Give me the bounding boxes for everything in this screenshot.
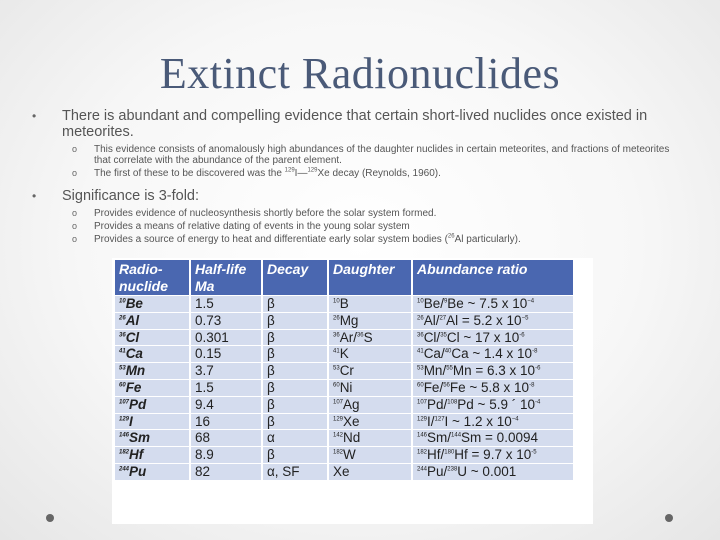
cell-nuclide: $^{60}$Fe [115, 379, 190, 396]
header-half-life: Half-life Ma [190, 260, 262, 296]
table-row [115, 447, 573, 464]
bullet-item [30, 188, 670, 204]
cell-abundance: $^{60}$Fe/$^{56}$Fe ~ 5.8 x $10^{-8}$ [412, 379, 573, 396]
cell-abundance: $^{182}$Hf/$^{180}$Hf = 9.7 x $10^{-5}$ [412, 447, 573, 464]
cell-abundance: $^{129}$I/$^{127}$I ~ 1.2 x $10^{-4}$ [412, 413, 573, 430]
cell-daughter: Xe [328, 463, 412, 479]
cell-decay: β [262, 363, 328, 380]
table-row [115, 329, 573, 346]
header-radionuclide: Radio-nuclide [115, 260, 190, 296]
cell-half-life: 8.9 [190, 447, 262, 464]
cell-decay: β [262, 329, 328, 346]
cell-decay: β [262, 396, 328, 413]
table-row [115, 379, 573, 396]
cell-nuclide: $^{41}$Ca [115, 346, 190, 363]
header-daughter: Daughter [328, 260, 412, 296]
cell-decay: β [262, 447, 328, 464]
cell-half-life: 0.301 [190, 329, 262, 346]
table-row [115, 363, 573, 380]
cell-half-life: 9.4 [190, 396, 262, 413]
table-row [115, 346, 573, 363]
sub-bullet-text: The first of these to be discovered was the $^{129}$I—$^{129}$Xe decay (Reynolds, 1960). [94, 167, 441, 179]
cell-abundance: $^{36}$Cl/$^{35}$Cl ~ 17 x $10^{-6}$ [412, 329, 573, 346]
cell-nuclide: $^{36}$Cl [115, 329, 190, 346]
nav-dot-icon[interactable] [665, 514, 673, 522]
bullet-text: There is abundant and compelling evidence that certain short-lived nuclides once existed in meteorites. [62, 108, 648, 140]
cell-daughter: $^{26}$Mg [328, 312, 412, 329]
cell-nuclide: $^{53}$Mn [115, 363, 190, 380]
bullet-list [30, 108, 670, 245]
sub-bullet-circle-icon: o [72, 221, 78, 231]
sub-bullet-item [30, 221, 670, 232]
cell-daughter: $^{142}$Nd [328, 430, 412, 447]
cell-abundance: $^{26}$Al/$^{27}$Al = 5.2 x $10^{-5}$ [412, 312, 573, 329]
nav-dot-icon[interactable] [46, 514, 54, 522]
sub-bullet-text: Provides a source of energy to heat and differentiate early solar system bodies ($^{26}$Al particularly). [94, 233, 521, 245]
bullet-dot-icon: • [32, 189, 37, 203]
table-row [115, 463, 573, 479]
cell-nuclide: $^{26}$Al [115, 312, 190, 329]
table-row [115, 312, 573, 329]
cell-half-life: 82 [190, 463, 262, 479]
sub-bullet-item [30, 234, 670, 245]
table-row [115, 396, 573, 413]
cell-half-life: 1.5 [190, 296, 262, 313]
cell-daughter: $^{107}$Ag [328, 396, 412, 413]
bullet-item [30, 108, 670, 140]
cell-daughter: $^{182}$W [328, 447, 412, 464]
cell-daughter: $^{129}$Xe [328, 413, 412, 430]
table-header-row [115, 260, 573, 296]
cell-half-life: 1.5 [190, 379, 262, 396]
sub-bullet-text: Provides a means of relative dating of events in the young solar system [94, 221, 410, 232]
cell-decay: β [262, 379, 328, 396]
cell-decay: β [262, 346, 328, 363]
cell-decay: β [262, 312, 328, 329]
cell-decay: α [262, 430, 328, 447]
header-abundance-ratio: Abundance ratio [412, 260, 573, 296]
cell-abundance: $^{244}$Pu/$^{238}$U ~ 0.001 [412, 463, 573, 479]
radionuclide-table-panel [112, 258, 593, 524]
cell-nuclide: $^{146}$Sm [115, 430, 190, 447]
table-row [115, 413, 573, 430]
cell-decay: α, SF [262, 463, 328, 479]
cell-half-life: 3.7 [190, 363, 262, 380]
sub-bullet-item [30, 208, 670, 219]
bullet-text: Significance is 3-fold: [62, 188, 200, 204]
cell-nuclide: $^{107}$Pd [115, 396, 190, 413]
cell-daughter: $^{41}$K [328, 346, 412, 363]
sub-bullet-circle-icon: o [72, 234, 78, 244]
cell-daughter: $^{53}$Cr [328, 363, 412, 380]
cell-abundance: $^{41}$Ca/$^{40}$Ca ~ 1.4 x $10^{-8}$ [412, 346, 573, 363]
cell-abundance: $^{146}$Sm/$^{144}$Sm = 0.0094 [412, 430, 573, 447]
cell-abundance: $^{107}$Pd/$^{108}$Pd ~ 5.9 ´ $10^{-4}$ [412, 396, 573, 413]
cell-decay: β [262, 296, 328, 313]
cell-half-life: 68 [190, 430, 262, 447]
sub-bullet-circle-icon: o [72, 168, 78, 178]
cell-half-life: 16 [190, 413, 262, 430]
cell-nuclide: $^{182}$Hf [115, 447, 190, 464]
cell-nuclide: $^{10}$Be [115, 296, 190, 313]
cell-abundance: $^{53}$Mn/$^{55}$Mn = 6.3 x $10^{-6}$ [412, 363, 573, 380]
slide-title: Extinct Radionuclides [159, 49, 561, 98]
cell-decay: β [262, 413, 328, 430]
sub-bullet-circle-icon: o [72, 144, 78, 154]
cell-abundance: $^{10}$Be/$^9$Be ~ 7.5 x $10^{-4}$ [412, 296, 573, 313]
cell-half-life: 0.15 [190, 346, 262, 363]
radionuclide-table [115, 260, 573, 480]
sub-bullet-text: Provides evidence of nucleosynthesis shortly before the solar system formed. [94, 208, 437, 219]
sub-bullet-item [30, 168, 670, 179]
sub-bullet-text: This evidence consists of anomalously high abundances of the daughter nuclides in certain meteorites, and fractions of meteorites that correlate with the abundance of the parent element. [94, 144, 670, 166]
cell-nuclide: $^{244}$Pu [115, 463, 190, 479]
cell-nuclide: $^{129}$I [115, 413, 190, 430]
cell-half-life: 0.73 [190, 312, 262, 329]
header-decay: Decay [262, 260, 328, 296]
bullet-dot-icon: • [32, 109, 37, 123]
cell-daughter: $^{60}$Ni [328, 379, 412, 396]
table-row [115, 430, 573, 447]
cell-daughter: $^{10}$B [328, 296, 412, 313]
table-row [115, 296, 573, 313]
cell-daughter: $^{36}$Ar/$^{36}$S [328, 329, 412, 346]
sub-bullet-item [30, 144, 670, 166]
sub-bullet-circle-icon: o [72, 208, 78, 218]
